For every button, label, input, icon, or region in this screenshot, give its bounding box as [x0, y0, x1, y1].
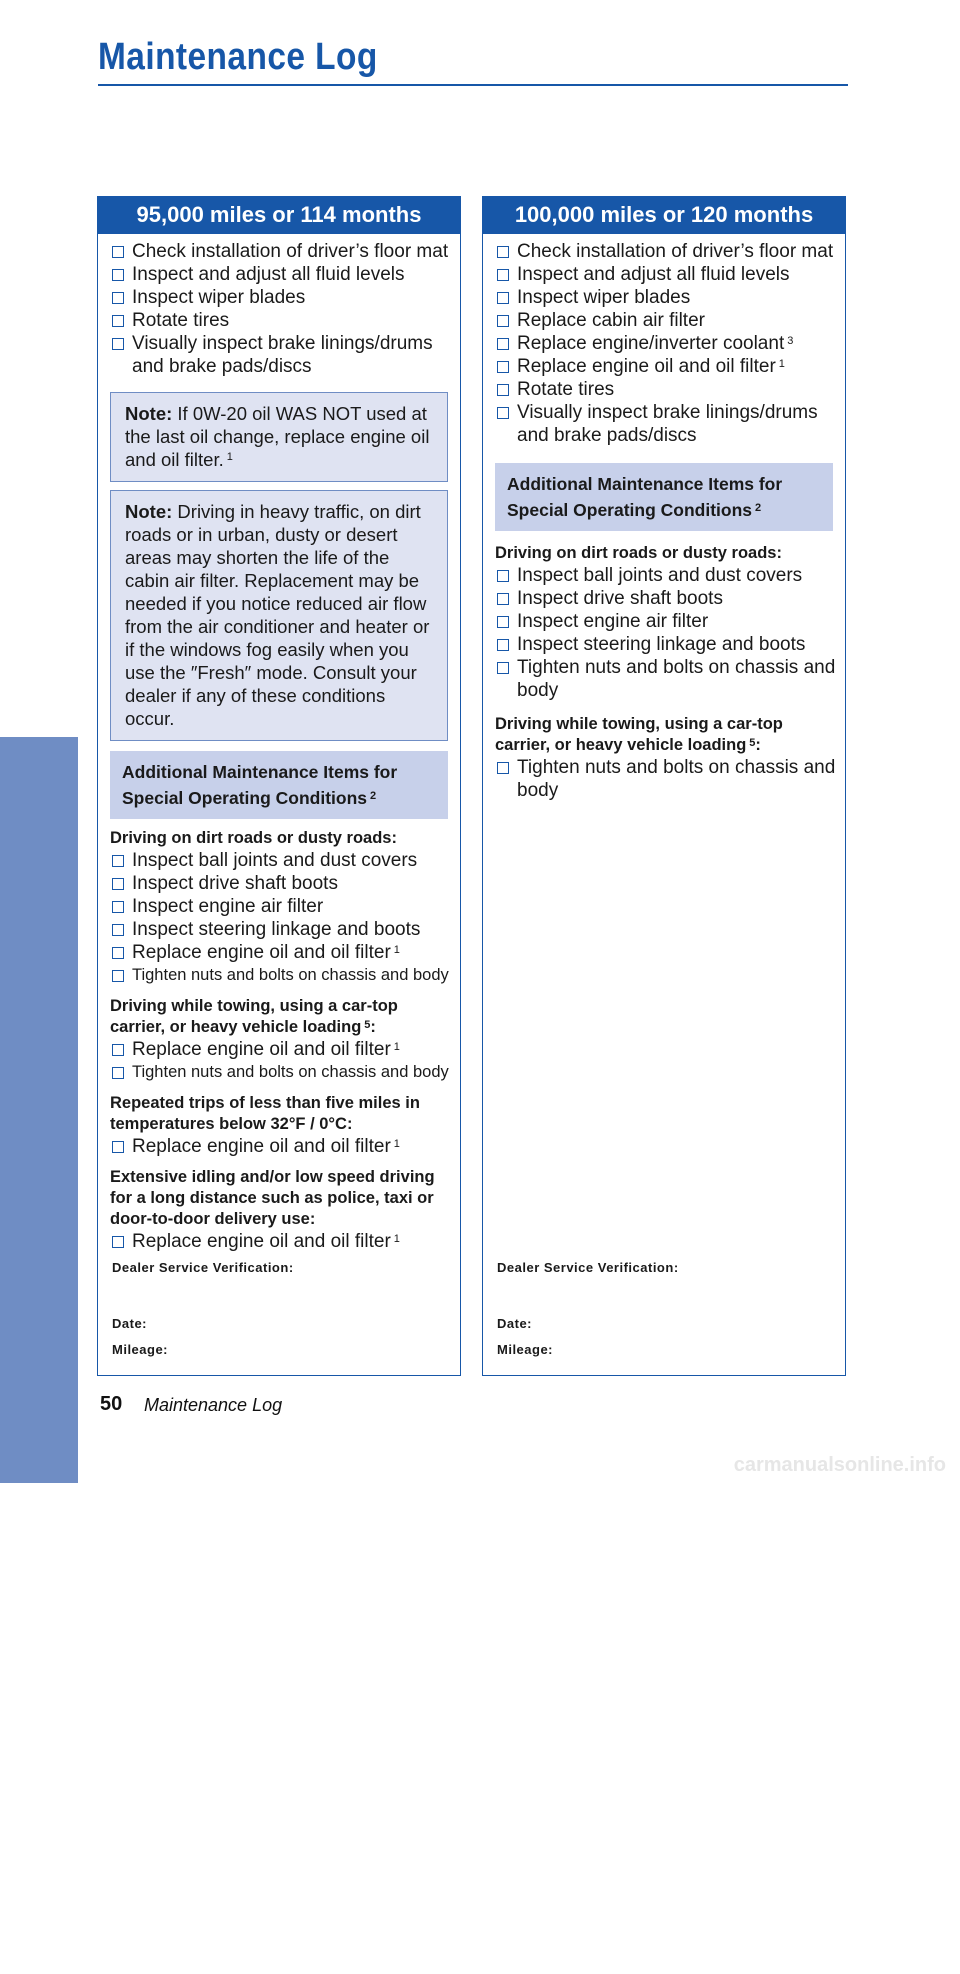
- section-side-tab: [0, 737, 78, 1974]
- cabin-filter-note: Note: Driving in heavy traffic, on dirt roads or in urban, dusty or desert areas may shorten the life of the cabin air filter. Replacement may be needed if you notice reduced air flow from the air conditioner and heater or if the windows fog easily when you use the ″Fresh″ mode. Consult your dealer if any of these conditions occur.: [110, 490, 448, 741]
- checkbox[interactable]: [497, 616, 509, 628]
- checklist-item[interactable]: Inspect engine air filter: [104, 895, 454, 918]
- side-tab-label: MAINTENANCE: [22, 1719, 53, 1974]
- column-100000: [482, 196, 846, 1376]
- checklist-item[interactable]: Tighten nuts and bolts on chassis and body: [489, 756, 839, 802]
- checkbox[interactable]: [497, 361, 509, 373]
- watermark: carmanualsonline.info: [733, 1454, 946, 1476]
- checkbox[interactable]: [497, 384, 509, 396]
- checklist-item[interactable]: Replace engine oil and oil filter $^1$: [104, 1135, 454, 1158]
- checklist-item[interactable]: Visually inspect brake linings/drums and brake pads/discs: [104, 332, 454, 378]
- checkbox[interactable]: [112, 1236, 124, 1248]
- additional-items-header: Additional Maintenance Items for Special Operating Conditions $^2$: [495, 463, 833, 531]
- checklist-item[interactable]: Inspect engine air filter: [489, 610, 839, 633]
- additional-items-header: Additional Maintenance Items for Special Operating Conditions $^2$: [110, 751, 448, 819]
- checkbox[interactable]: [497, 338, 509, 350]
- checkbox[interactable]: [112, 878, 124, 890]
- checkbox[interactable]: [497, 407, 509, 419]
- checkbox[interactable]: [112, 947, 124, 959]
- checklist-item[interactable]: Inspect steering linkage and boots: [489, 633, 839, 656]
- checklist-item[interactable]: Replace engine/inverter coolant $^3$: [489, 332, 839, 355]
- checklist-item[interactable]: Inspect drive shaft boots: [104, 872, 454, 895]
- column-heading: 95,000 miles or 114 months: [97, 196, 461, 234]
- checklist-item[interactable]: Inspect wiper blades: [489, 286, 839, 309]
- checklist-item[interactable]: Inspect ball joints and dust covers: [104, 849, 454, 872]
- mileage-label: Mileage:: [112, 1342, 169, 1357]
- page-title: Maintenance Log: [98, 36, 378, 78]
- checklist-item[interactable]: Inspect and adjust all fluid levels: [104, 263, 454, 286]
- checklist-item[interactable]: Inspect and adjust all fluid levels: [489, 263, 839, 286]
- checklist-item[interactable]: Replace engine oil and oil filter $^1$: [104, 1230, 454, 1253]
- checklist-item[interactable]: Check installation of driver’s floor mat: [104, 240, 454, 263]
- title-rule: [98, 84, 848, 86]
- checklist-item[interactable]: Tighten nuts and bolts on chassis and body: [104, 1061, 454, 1084]
- condition-heading: Driving while towing, using a car-top carrier, or heavy vehicle loading $^5$:: [110, 997, 398, 1036]
- condition-heading: Driving on dirt roads or dusty roads:: [110, 829, 397, 847]
- page-number: 50: [100, 1393, 123, 1415]
- date-label: Date:: [112, 1316, 148, 1331]
- checklist-item[interactable]: Rotate tires: [489, 378, 839, 401]
- checklist-item[interactable]: Replace engine oil and oil filter $^1$: [489, 355, 839, 378]
- checkbox[interactable]: [112, 1044, 124, 1056]
- checklist-item[interactable]: Replace cabin air filter: [489, 309, 839, 332]
- checkbox[interactable]: [112, 1067, 124, 1079]
- dealer-verification-label: Dealer Service Verification:: [497, 1260, 679, 1275]
- column-heading: 100,000 miles or 120 months: [482, 196, 846, 234]
- checkbox[interactable]: [112, 315, 124, 327]
- checkbox[interactable]: [497, 292, 509, 304]
- checklist-item[interactable]: Tighten nuts and bolts on chassis and body: [489, 656, 839, 702]
- checkbox[interactable]: [112, 269, 124, 281]
- checkbox[interactable]: [112, 338, 124, 350]
- checklist-item[interactable]: Inspect steering linkage and boots: [104, 918, 454, 941]
- dealer-verification-label: Dealer Service Verification:: [112, 1260, 294, 1275]
- checklist-item[interactable]: Tighten nuts and bolts on chassis and body: [104, 964, 454, 987]
- checklist-item[interactable]: Inspect wiper blades: [104, 286, 454, 309]
- checkbox[interactable]: [497, 269, 509, 281]
- date-label: Date:: [497, 1316, 533, 1331]
- checkbox[interactable]: [497, 315, 509, 327]
- checkbox[interactable]: [112, 292, 124, 304]
- checkbox[interactable]: [497, 593, 509, 605]
- checklist-item[interactable]: Replace engine oil and oil filter $^1$: [104, 941, 454, 964]
- column-95000: [97, 196, 461, 1376]
- checklist-item[interactable]: Rotate tires: [104, 309, 454, 332]
- checkbox[interactable]: [497, 662, 509, 674]
- checkbox[interactable]: [112, 855, 124, 867]
- oil-note: Note: If 0W-20 oil WAS NOT used at the last oil change, replace engine oil and oil filter. $^1$: [110, 392, 448, 482]
- checklist-item[interactable]: Inspect ball joints and dust covers: [489, 564, 839, 587]
- checkbox[interactable]: [497, 570, 509, 582]
- condition-heading: Repeated trips of less than five miles in temperatures below 32°F / 0°C:: [110, 1094, 420, 1133]
- checklist-item[interactable]: Visually inspect brake linings/drums and brake pads/discs: [489, 401, 839, 447]
- checkbox[interactable]: [497, 762, 509, 774]
- mileage-label: Mileage:: [497, 1342, 554, 1357]
- condition-heading: Extensive idling and/or low speed driving for a long distance such as police, taxi or door-to-door delivery use:: [110, 1168, 435, 1228]
- condition-heading: Driving on dirt roads or dusty roads:: [495, 544, 782, 562]
- checkbox[interactable]: [112, 901, 124, 913]
- checklist-item[interactable]: Replace engine oil and oil filter $^1$: [104, 1038, 454, 1061]
- checkbox[interactable]: [112, 246, 124, 258]
- checklist-item[interactable]: Check installation of driver’s floor mat: [489, 240, 839, 263]
- checklist-item[interactable]: Inspect drive shaft boots: [489, 587, 839, 610]
- footer-label: Maintenance Log: [144, 1395, 283, 1415]
- condition-heading: Driving while towing, using a car-top carrier, or heavy vehicle loading $^5$:: [495, 715, 783, 754]
- checkbox[interactable]: [497, 246, 509, 258]
- checkbox[interactable]: [112, 924, 124, 936]
- checkbox[interactable]: [112, 1141, 124, 1153]
- checkbox[interactable]: [112, 970, 124, 982]
- checkbox[interactable]: [497, 639, 509, 651]
